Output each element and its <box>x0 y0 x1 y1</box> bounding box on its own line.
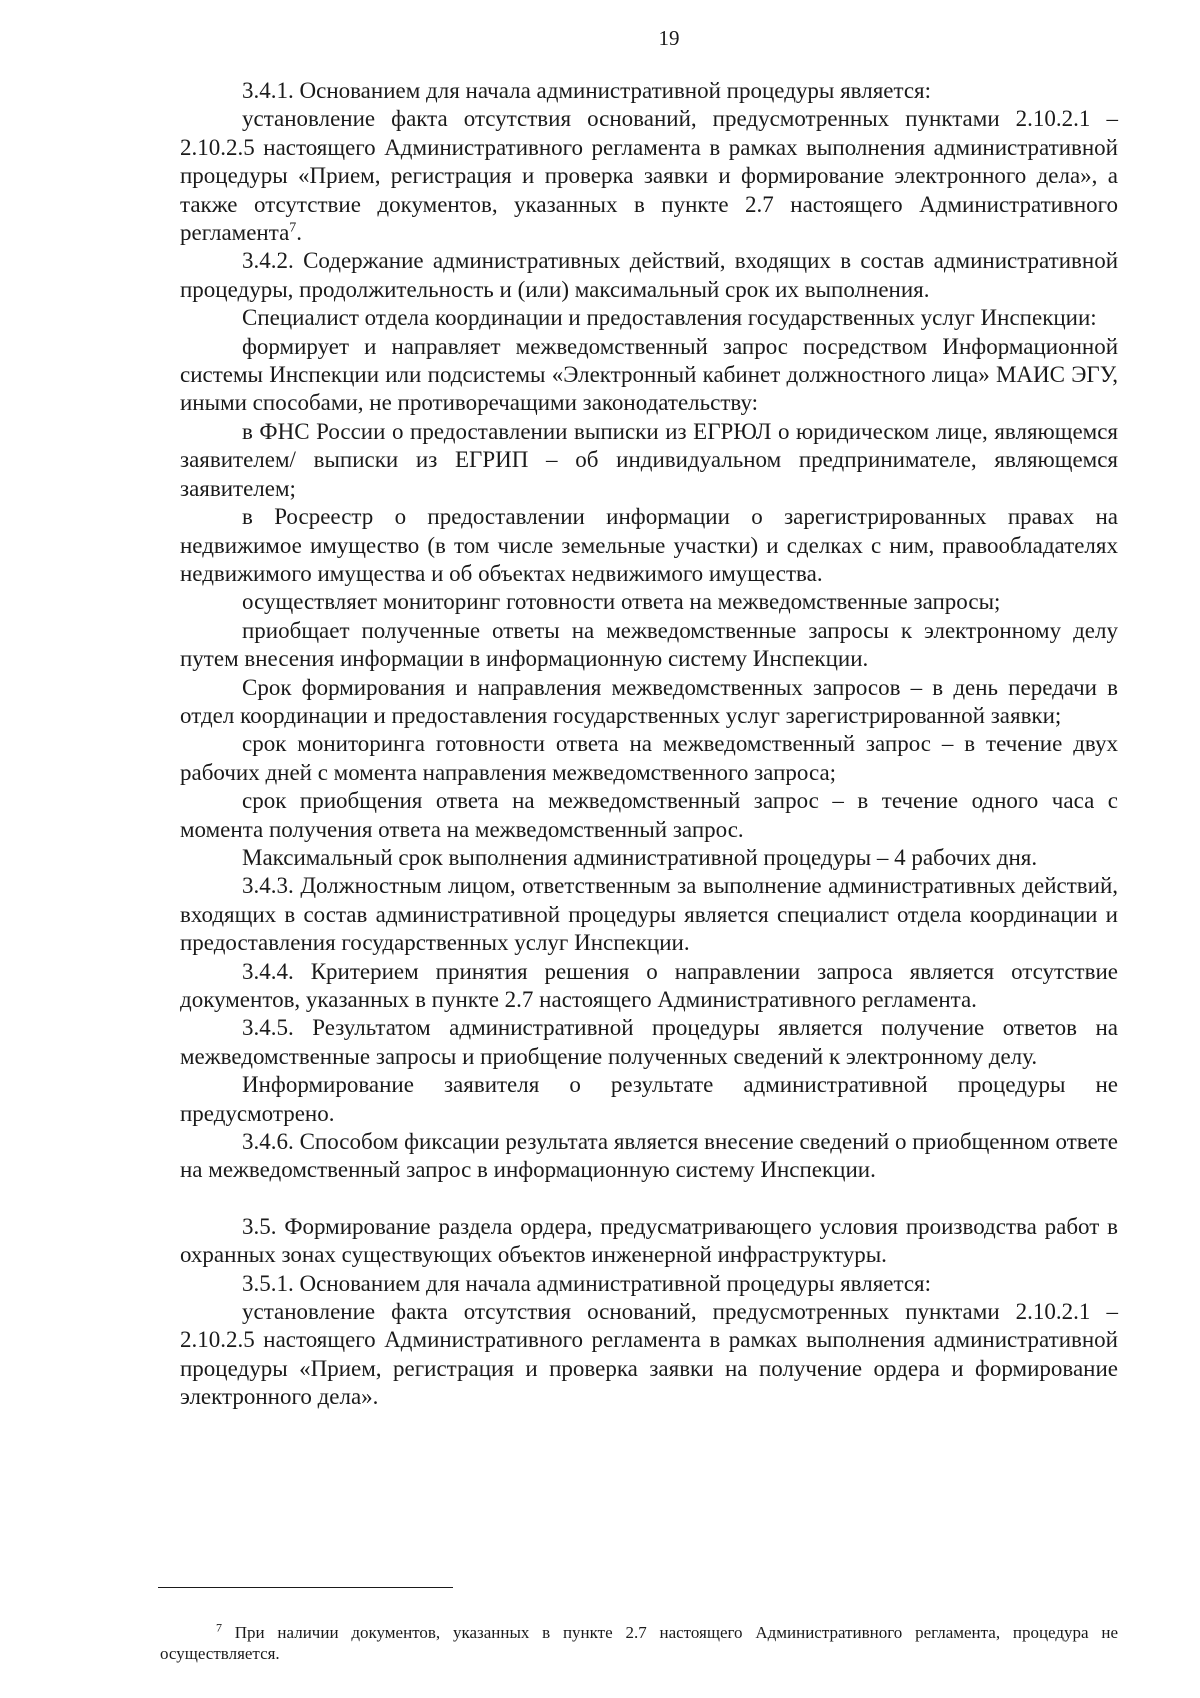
paragraph-3-4-5: 3.4.5. Результатом административной процедуры является получение ответов на межведомственные запросы и приобщение полученных сведений к электронному делу. <box>180 1015 1118 1069</box>
paragraph-end-punct: . <box>296 220 303 246</box>
paragraph-request-term: Срок формирования и направления межведомственных запросов – в день передачи в отдел координации и предоставления государственных услуг зарегистрированной заявки; <box>180 674 1118 728</box>
footnote-number: 7 <box>216 1620 222 1635</box>
footnote <box>160 1622 1118 1664</box>
section-gap <box>180 1185 1118 1213</box>
page-number: 19 <box>658 26 680 50</box>
paragraph-3-4-2: 3.4.2. Содержание административных действий, входящих в состав административной процедуры, продолжительность и (или) максимальный срок их выполнения. <box>180 248 1118 302</box>
paragraph-3-4-4: 3.4.4. Критерием принятия решения о направлении запроса является отсутствие документов, указанных в пункте 2.7 настоящего Административного регламента. <box>180 958 1118 1012</box>
paragraph-specialist: Специалист отдела координации и предоставления государственных услуг Инспекции: <box>242 305 1097 331</box>
document-body <box>180 77 1118 1412</box>
footnote-text: При наличии документов, указанных в пункте 2.7 настоящего Административного регламента, процедура не осуществляется. <box>160 1623 1118 1663</box>
paragraph-3-4-3: 3.4.3. Должностным лицом, ответственным за выполнение административных действий, входящих в состав административной процедуры является специалист отдела координации и предоставления государственных услуг Инспекции. <box>180 873 1118 956</box>
paragraph-rosreestr-request: в Росреестр о предоставлении информации о зарегистрированных правах на недвижимое имущество (в том числе земельные участки) и сделках с ним, правообладателях недвижимого имущества и об объектах недвижимого имущества. <box>180 504 1118 586</box>
paragraph-attach-term: срок приобщения ответа на межведомственный запрос – в течение одного часа с момента получения ответа на межведомственный запрос. <box>180 788 1118 842</box>
paragraph-3-4-1-basis <box>180 105 1118 247</box>
paragraph-attaches-answers: приобщает полученные ответы на межведомственные запросы к электронному делу путем внесения информации в информационную систему Инспекции. <box>180 617 1118 672</box>
paragraph-monitoring-term: срок мониторинга готовности ответа на межведомственный запрос – в течение двух рабочих дней с момента направления межведомственного запроса; <box>180 731 1118 785</box>
paragraph-3-4-6: 3.4.6. Способом фиксации результата является внесение сведений о приобщенном ответе на межведомственный запрос в информационную систему Инспекции. <box>180 1129 1118 1183</box>
footnote-reference[interactable]: 7 <box>289 220 297 236</box>
paragraph-informing: Информирование заявителя о результате административной процедуры не предусмотрено. <box>180 1072 1118 1126</box>
paragraph-3-4-1: 3.4.1. Основанием для начала административной процедуры является: <box>242 78 932 103</box>
paragraph-monitoring: осуществляет мониторинг готовности ответа на межведомственные запросы; <box>242 589 1001 615</box>
paragraph-fns-request: в ФНС России о предоставлении выписки из ЕГРЮЛ о юридическом лице, являющемся заявителем/ выписки из ЕГРИП – об индивидуальном предпринимателе, являющемся заявителем; <box>180 418 1118 501</box>
footnote-divider <box>158 1587 453 1588</box>
paragraph-3-5-1: 3.5.1. Основанием для начала административной процедуры является: <box>242 1270 932 1296</box>
paragraph-forms-request: формирует и направляет межведомственный запрос посредством Информационной системы Инспекции или подсистемы «Электронный кабинет должностного лица» МАИС ЭГУ, иными способами, не противоречащими законодательству: <box>180 333 1118 416</box>
paragraph-text: установление факта отсутствия оснований, предусмотренных пунктами 2.10.2.1 – 2.10.2.5 настоящего Административного регламента в рамках выполнения административной процедуры «Прием, регистрация и проверка заявки и формирование электронного дела», а также отсутствие документов, указанных в пункте 2.7 настоящего Административного регламента <box>180 106 1118 246</box>
paragraph-3-5: 3.5. Формирование раздела ордера, предусматривающего условия производства работ в охранных зонах существующих объектов инженерной инфраструктуры. <box>180 1213 1118 1268</box>
paragraph-3-5-1-basis: установление факта отсутствия оснований, предусмотренных пунктами 2.10.2.1 – 2.10.2.5 настоящего Административного регламента в рамках выполнения административной процедуры «Прием, регистрация и проверка заявки на получение ордера и формирование электронного дела». <box>180 1299 1118 1410</box>
paragraph-max-term: Максимальный срок выполнения административной процедуры – 4 рабочих дня. <box>242 844 1038 870</box>
